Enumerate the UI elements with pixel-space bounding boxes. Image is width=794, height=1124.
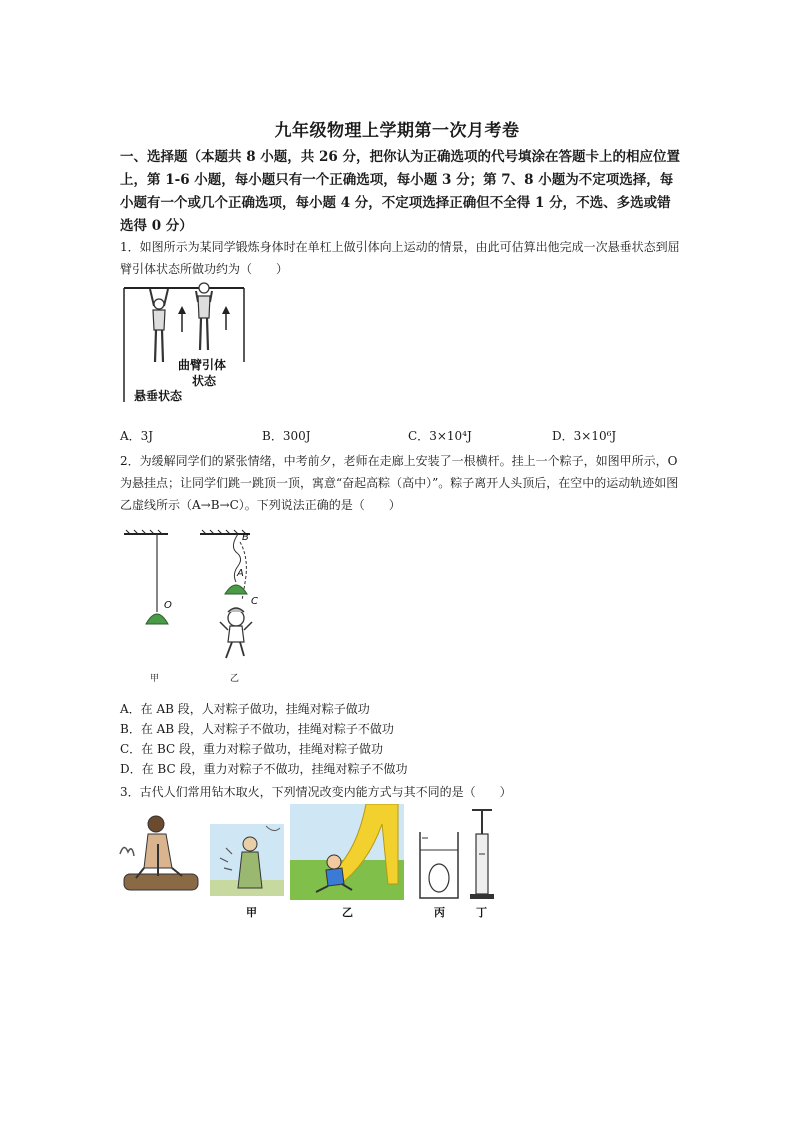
slide-icon <box>290 804 404 900</box>
label-C: C <box>251 596 258 607</box>
label-O: O <box>164 600 172 611</box>
label-A: A <box>237 568 244 579</box>
section-heading: 一、选择题（本题共 8 小题，共 26 分，把你认为正确选项的代号填涂在答题卡上的相应位置上，第 1-6 小题，每小题只有一个正确选项，每小题 3 分；第 7、8 小题为不定项选择，每小题有一个或几个正确选项，每小题 4 分，不定项选择正确但不全得 1 分，不选、多选或错选得 0 分） <box>120 149 680 234</box>
drill-wood-fire-icon <box>120 816 198 890</box>
label-yi: 乙 <box>230 674 240 684</box>
option-a[interactable]: A．3J <box>120 429 154 443</box>
beaker-icon <box>420 832 458 898</box>
jumping-kid-icon <box>220 608 252 658</box>
option-d[interactable]: D．3×10⁶J <box>552 429 617 443</box>
question-2-option-b[interactable]: B．在 AB 段，人对粽子不做功，挂绳对粽子不做功 <box>120 722 394 736</box>
air-pump-icon <box>470 810 494 899</box>
option-c[interactable]: C．3×10⁴J <box>408 429 472 443</box>
question-2-option-d[interactable]: D．在 BC 段，重力对粽子不做功，挂绳对粽子不做功 <box>120 762 408 776</box>
question-3-text: 3．古代人们常用钻木取火，下列情况改变内能方式与其不同的是（ ） <box>120 785 512 799</box>
q3-figures <box>116 804 506 924</box>
zongzi-figure <box>120 526 280 686</box>
page-title: 九年级物理上学期第一次月考卷 <box>274 121 520 141</box>
zongzi-icon <box>146 614 168 624</box>
label-pull-up-1: 曲臂引体 <box>178 358 227 372</box>
question-2-option-c[interactable]: C．在 BC 段，重力对粽子做功，挂绳对粽子做功 <box>120 742 384 756</box>
label-hanging: 悬垂状态 <box>134 389 183 403</box>
label-ding-3: 丁 <box>476 906 487 919</box>
label-pull-up-2: 状态 <box>192 374 217 388</box>
rubbing-hands-icon <box>210 824 284 896</box>
pull-up-figure <box>120 282 250 412</box>
question-1-options <box>120 427 680 447</box>
label-B: B <box>242 532 249 543</box>
pull-up-person-icon <box>196 283 212 350</box>
question-2-option-a[interactable]: A．在 AB 段，人对粽子做功，挂绳对粽子做功 <box>120 702 370 716</box>
label-jia: 甲 <box>150 674 160 684</box>
label-bing-3: 丙 <box>434 906 445 919</box>
label-yi-3: 乙 <box>342 906 353 919</box>
option-b[interactable]: B．300J <box>262 429 311 443</box>
question-2-text: 2．为缓解同学们的紧张情绪，中考前夕，老师在走廊上安装了一根横杆。挂上一个粽子，如图甲所示，O为悬挂点；让同学们跳一跳顶一顶，寓意“奋起高粽（高中）”。粽子离开人头顶后，在空中的运动轨迹如图乙虚线所示（A→B→C）。下列说法正确的是（ ） <box>120 454 679 512</box>
label-jia-3: 甲 <box>246 906 257 919</box>
zongzi-icon-2 <box>225 585 247 594</box>
question-1-text: 1．如图所示为某同学锻炼身体时在单杠上做引体向上运动的情景，由此可估算出他完成一次悬垂状态到屈臂引体状态所做功约为（ ） <box>120 240 680 276</box>
hanging-person-icon <box>150 289 168 362</box>
